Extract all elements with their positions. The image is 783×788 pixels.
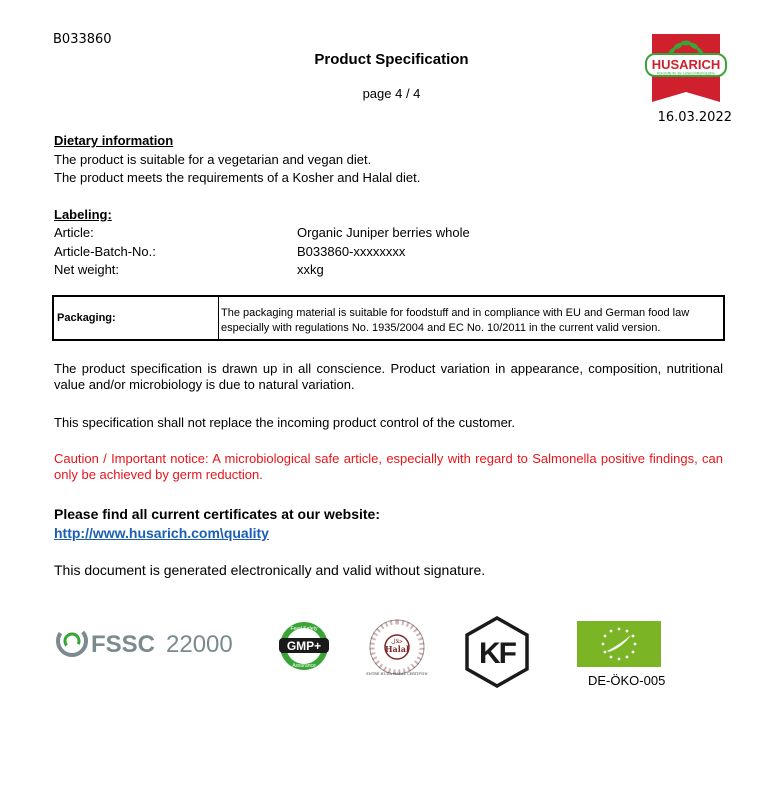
document-date: 16.03.2022 (657, 110, 732, 125)
gmp-ring-bottom: Assurance (292, 663, 316, 669)
incoming-control-note: This specification shall not replace the incoming product control of the customer. (54, 415, 516, 430)
kf-text: KF (479, 637, 515, 670)
labeling-value-article: Organic Juniper berries whole (297, 225, 470, 240)
dietary-heading: Dietary information (54, 133, 174, 148)
packaging-table (52, 295, 725, 341)
packaging-label: Packaging: (54, 297, 219, 339)
svg-text:حلال: حلال (391, 638, 403, 645)
labeling-label-article: Article: (54, 225, 94, 240)
page-title: Product Specification (314, 51, 469, 68)
certificates-link[interactable]: http://www.husarich.com\quality (54, 525, 269, 541)
dietary-line: The product is suitable for a vegetarian and vegan diet. (54, 152, 372, 167)
certificates-heading: Please find all current certificates at our website: (54, 506, 380, 522)
kf-kosher-logo (465, 616, 529, 688)
labeling-label-batch: Article-Batch-No.: (54, 244, 156, 259)
caution-notice: Caution / Important notice: A microbiological safe article, especially with regard to Salmonella positive findings, can only be achieved by germ reduction. (54, 451, 723, 482)
husarich-logo-text: HUSARICH (651, 57, 721, 72)
labeling-value-batch: B033860-xxxxxxxx (297, 244, 406, 259)
conscience-note: The product specification is drawn up in all conscience. Product variation in appearance, composition, nutritional value and/or microbiology is due to natural variation. (54, 361, 723, 392)
labeling-value-weight: xxkg (297, 262, 324, 277)
husarich-logo-subtext: Rohstoffe für die Lebensmittelindustrie (657, 71, 715, 76)
dietary-line: The product meets the requirements of a Kosher and Halal diet. (54, 170, 421, 185)
eu-organic-code: DE-ÖKO-005 (588, 673, 666, 688)
eu-organic-logo (577, 621, 661, 667)
gmp-plus-logo (276, 621, 332, 671)
husarich-logo (642, 32, 730, 104)
electronic-document-note: This document is generated electronically and valid without signature. (54, 562, 486, 578)
huda-halal-logo (366, 617, 428, 677)
packaging-line: especially with regulations No. 1935/2004 and EC No. 10/2011 in the current valid version. (221, 322, 661, 334)
document-id: B033860 (53, 32, 112, 47)
labeling-label-weight: Net weight: (54, 262, 120, 277)
packaging-description (219, 297, 723, 339)
gmp-ring-top: Feed Safety (290, 626, 318, 632)
page-number: page 4 / 4 (362, 86, 421, 101)
gmp-text: GMP+ (286, 639, 322, 653)
fssc-text: FSSC (91, 631, 156, 658)
packaging-line: The packaging material is suitable for foodstuff and in compliance with EU and German food law (221, 307, 690, 319)
halal-ring-text: CENTRE HUDA HALAL CERTIFYING (366, 672, 428, 676)
fssc-number: 22000 (166, 631, 233, 658)
labeling-heading: Labeling: (54, 207, 112, 222)
fssc-22000-logo (55, 624, 240, 660)
halal-center-text: Halal (384, 644, 410, 654)
